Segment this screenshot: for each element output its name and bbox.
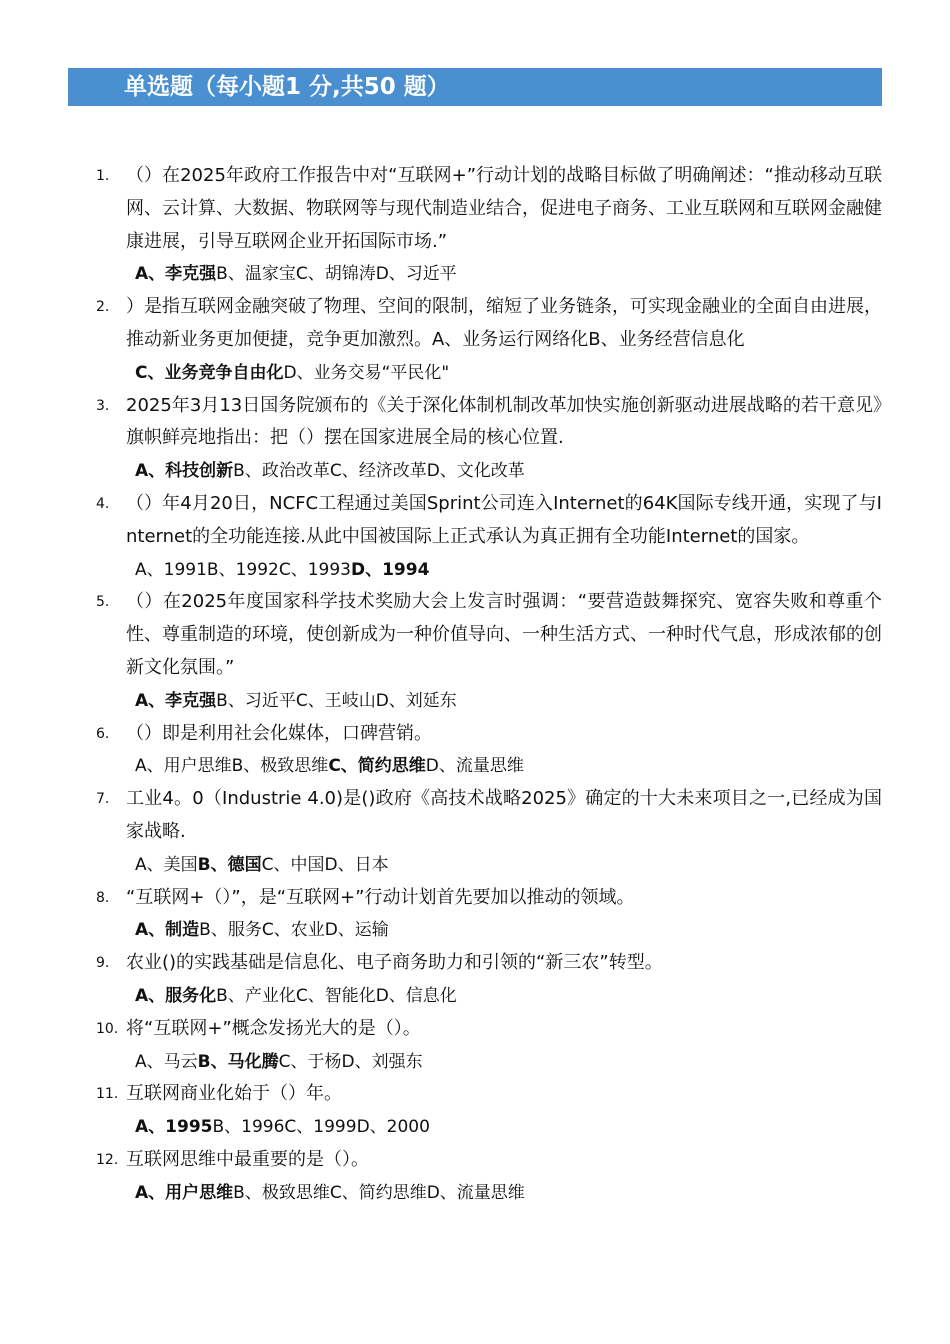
question-item — [96, 882, 882, 948]
answer-options — [126, 357, 882, 390]
answer-option: B、习近平 — [216, 690, 296, 711]
answer-option-correct: A、用户思维 — [135, 1182, 234, 1203]
answer-options — [126, 554, 882, 587]
section-title: 单选题（每小题1 分,共50 题） — [124, 74, 450, 100]
answer-option: A、1991 — [135, 559, 207, 580]
answer-option-correct: B、马化腾 — [197, 1051, 279, 1072]
question-text: 2025年3月13日国务院颁布的《关于深化体制机制改革加快实施创新驱动进展战略的若干意见》旗帜鲜亮地指出：把（）摆在国家进展全局的核心位置. — [126, 394, 882, 449]
answer-options — [126, 1046, 882, 1079]
answer-option: C、中国 — [261, 854, 325, 875]
answer-option: B、温家宝 — [216, 264, 296, 285]
answer-options — [126, 685, 882, 718]
question-number: 7. — [96, 791, 110, 808]
question-item — [96, 947, 882, 1013]
answer-option: D、刘强东 — [341, 1051, 423, 1072]
question-number: 10. — [96, 1020, 119, 1037]
answer-option: D、运输 — [324, 920, 389, 941]
question-text: 互联网思维中最重要的是（）。 — [126, 1148, 369, 1170]
question-list — [96, 160, 882, 1210]
answer-option: C、简约思维 — [329, 1182, 427, 1203]
answer-options — [126, 1111, 882, 1144]
question-text: 将“互联网+”概念发扬光大的是（）。 — [126, 1017, 421, 1039]
section-header — [68, 68, 882, 106]
answer-option: B、政治改革 — [233, 461, 330, 482]
question-item — [96, 1013, 882, 1079]
question-text: 农业()的实践基础是信息化、电子商务助力和引领的“新三农”转型。 — [126, 952, 663, 974]
question-text: （）即是利用社会化媒体，口碑营销。 — [126, 722, 432, 744]
answer-options — [126, 849, 882, 882]
question-item — [96, 1078, 882, 1144]
answer-option: B、产业化 — [216, 985, 296, 1006]
question-number: 11. — [96, 1086, 119, 1103]
answer-option-correct: A、制造 — [135, 920, 200, 941]
answer-option-correct: C、业务竞争自由化 — [135, 362, 284, 383]
answer-option: D、流量思维 — [426, 1182, 525, 1203]
answer-options — [126, 258, 882, 291]
question-text: （）年4月20日，NCFC工程通过美国Sprint公司连入Internet的64K国际专线开通，实现了与Internet的全功能连接.从此中国被国际上正式承认为真正拥有全功能Internet的国家。 — [126, 492, 882, 547]
answer-option: C、胡锦涛 — [295, 264, 376, 285]
answer-options — [126, 914, 882, 947]
question-item — [96, 718, 882, 784]
answer-option: B、极致思维 — [233, 1182, 330, 1203]
question-item — [96, 783, 882, 881]
question-item — [96, 586, 882, 717]
question-item — [96, 390, 882, 488]
question-text: （）在2025年政府工作报告中对“互联网+”行动计划的战略目标做了明确阐述：“推动移动互联网、云计算、大数据、物联网等与现代制造业结合，促进电子商务、工业互联网和互联网金融健康进展，引导互联网企业开拓国际市场.” — [126, 165, 882, 252]
answer-option: D、习近平 — [375, 264, 457, 285]
question-item — [96, 291, 882, 389]
answer-option: A、用户思维 — [135, 756, 232, 777]
answer-option: C、于杨 — [278, 1051, 342, 1072]
answer-option: D、日本 — [324, 854, 389, 875]
answer-option-correct: A、李克强 — [135, 690, 217, 711]
answer-option-correct: A、李克强 — [135, 264, 217, 285]
answer-option-correct: A、科技创新 — [135, 461, 234, 482]
question-item — [96, 160, 882, 291]
answer-option: C、1993 — [278, 559, 351, 580]
answer-option: C、智能化 — [295, 985, 376, 1006]
question-text: “互联网+（）”，是“互联网+”行动计划首先要加以推动的领域。 — [126, 886, 635, 908]
question-number: 4. — [96, 495, 110, 512]
question-text: ）是指互联网金融突破了物理、空间的限制，缩短了业务链条，可实现金融业的全面自由进展，推动新业务更加便捷，竞争更加激烈。A、业务运行网络化B、业务经营信息化 — [126, 296, 882, 350]
answer-option: A、马云 — [135, 1051, 198, 1072]
answer-option: D、流量思维 — [425, 756, 524, 777]
question-item — [96, 1144, 882, 1210]
answer-option: C、1999 — [284, 1117, 357, 1138]
question-text: 工业4。0（Industrie 4.0)是()政府《高技术战略2025》确定的十大未来项目之一,已经成为国家战略. — [126, 788, 882, 842]
answer-options — [126, 1177, 882, 1210]
answer-option: B、1996 — [212, 1117, 285, 1138]
answer-option: C、农业 — [261, 920, 325, 941]
question-text: （）在2025年度国家科学技术奖励大会上发言时强调：“要营造鼓舞探究、宽容失败和尊重个性、尊重制造的环境，使创新成为一种价值导向、一种生活方式、一种时代气息，形成浓郁的创新文化氛围。” — [126, 591, 882, 678]
question-number: 6. — [96, 725, 110, 742]
answer-option-correct: A、服务化 — [135, 985, 217, 1006]
question-number: 5. — [96, 594, 110, 611]
question-number: 3. — [96, 397, 110, 414]
answer-option: B、服务 — [199, 920, 262, 941]
answer-option: C、经济改革 — [329, 461, 427, 482]
answer-option: D、刘延东 — [375, 690, 457, 711]
answer-options — [126, 455, 882, 488]
answer-options — [126, 980, 882, 1013]
answer-options — [126, 750, 882, 783]
answer-option: D、业务交易“平民化" — [283, 362, 450, 383]
answer-option-correct: B、德国 — [197, 854, 262, 875]
answer-option: D、信息化 — [375, 985, 457, 1006]
answer-option-correct: C、简约思维 — [328, 756, 426, 777]
answer-option-correct: D、1994 — [350, 559, 430, 580]
answer-option-correct: A、1995 — [135, 1117, 213, 1138]
answer-option: A、美国 — [135, 854, 198, 875]
question-number: 9. — [96, 955, 110, 972]
question-text: 互联网商业化始于（）年。 — [126, 1083, 342, 1105]
question-number: 2. — [96, 299, 110, 316]
question-number: 8. — [96, 889, 110, 906]
answer-option: D、2000 — [356, 1117, 430, 1138]
question-number: 12. — [96, 1151, 119, 1168]
answer-option: B、1992 — [206, 559, 279, 580]
question-item — [96, 488, 882, 586]
question-number: 1. — [96, 168, 110, 184]
answer-option: B、极致思维 — [231, 756, 329, 777]
answer-option: C、王岐山 — [295, 690, 376, 711]
answer-option: D、文化改革 — [426, 461, 525, 482]
